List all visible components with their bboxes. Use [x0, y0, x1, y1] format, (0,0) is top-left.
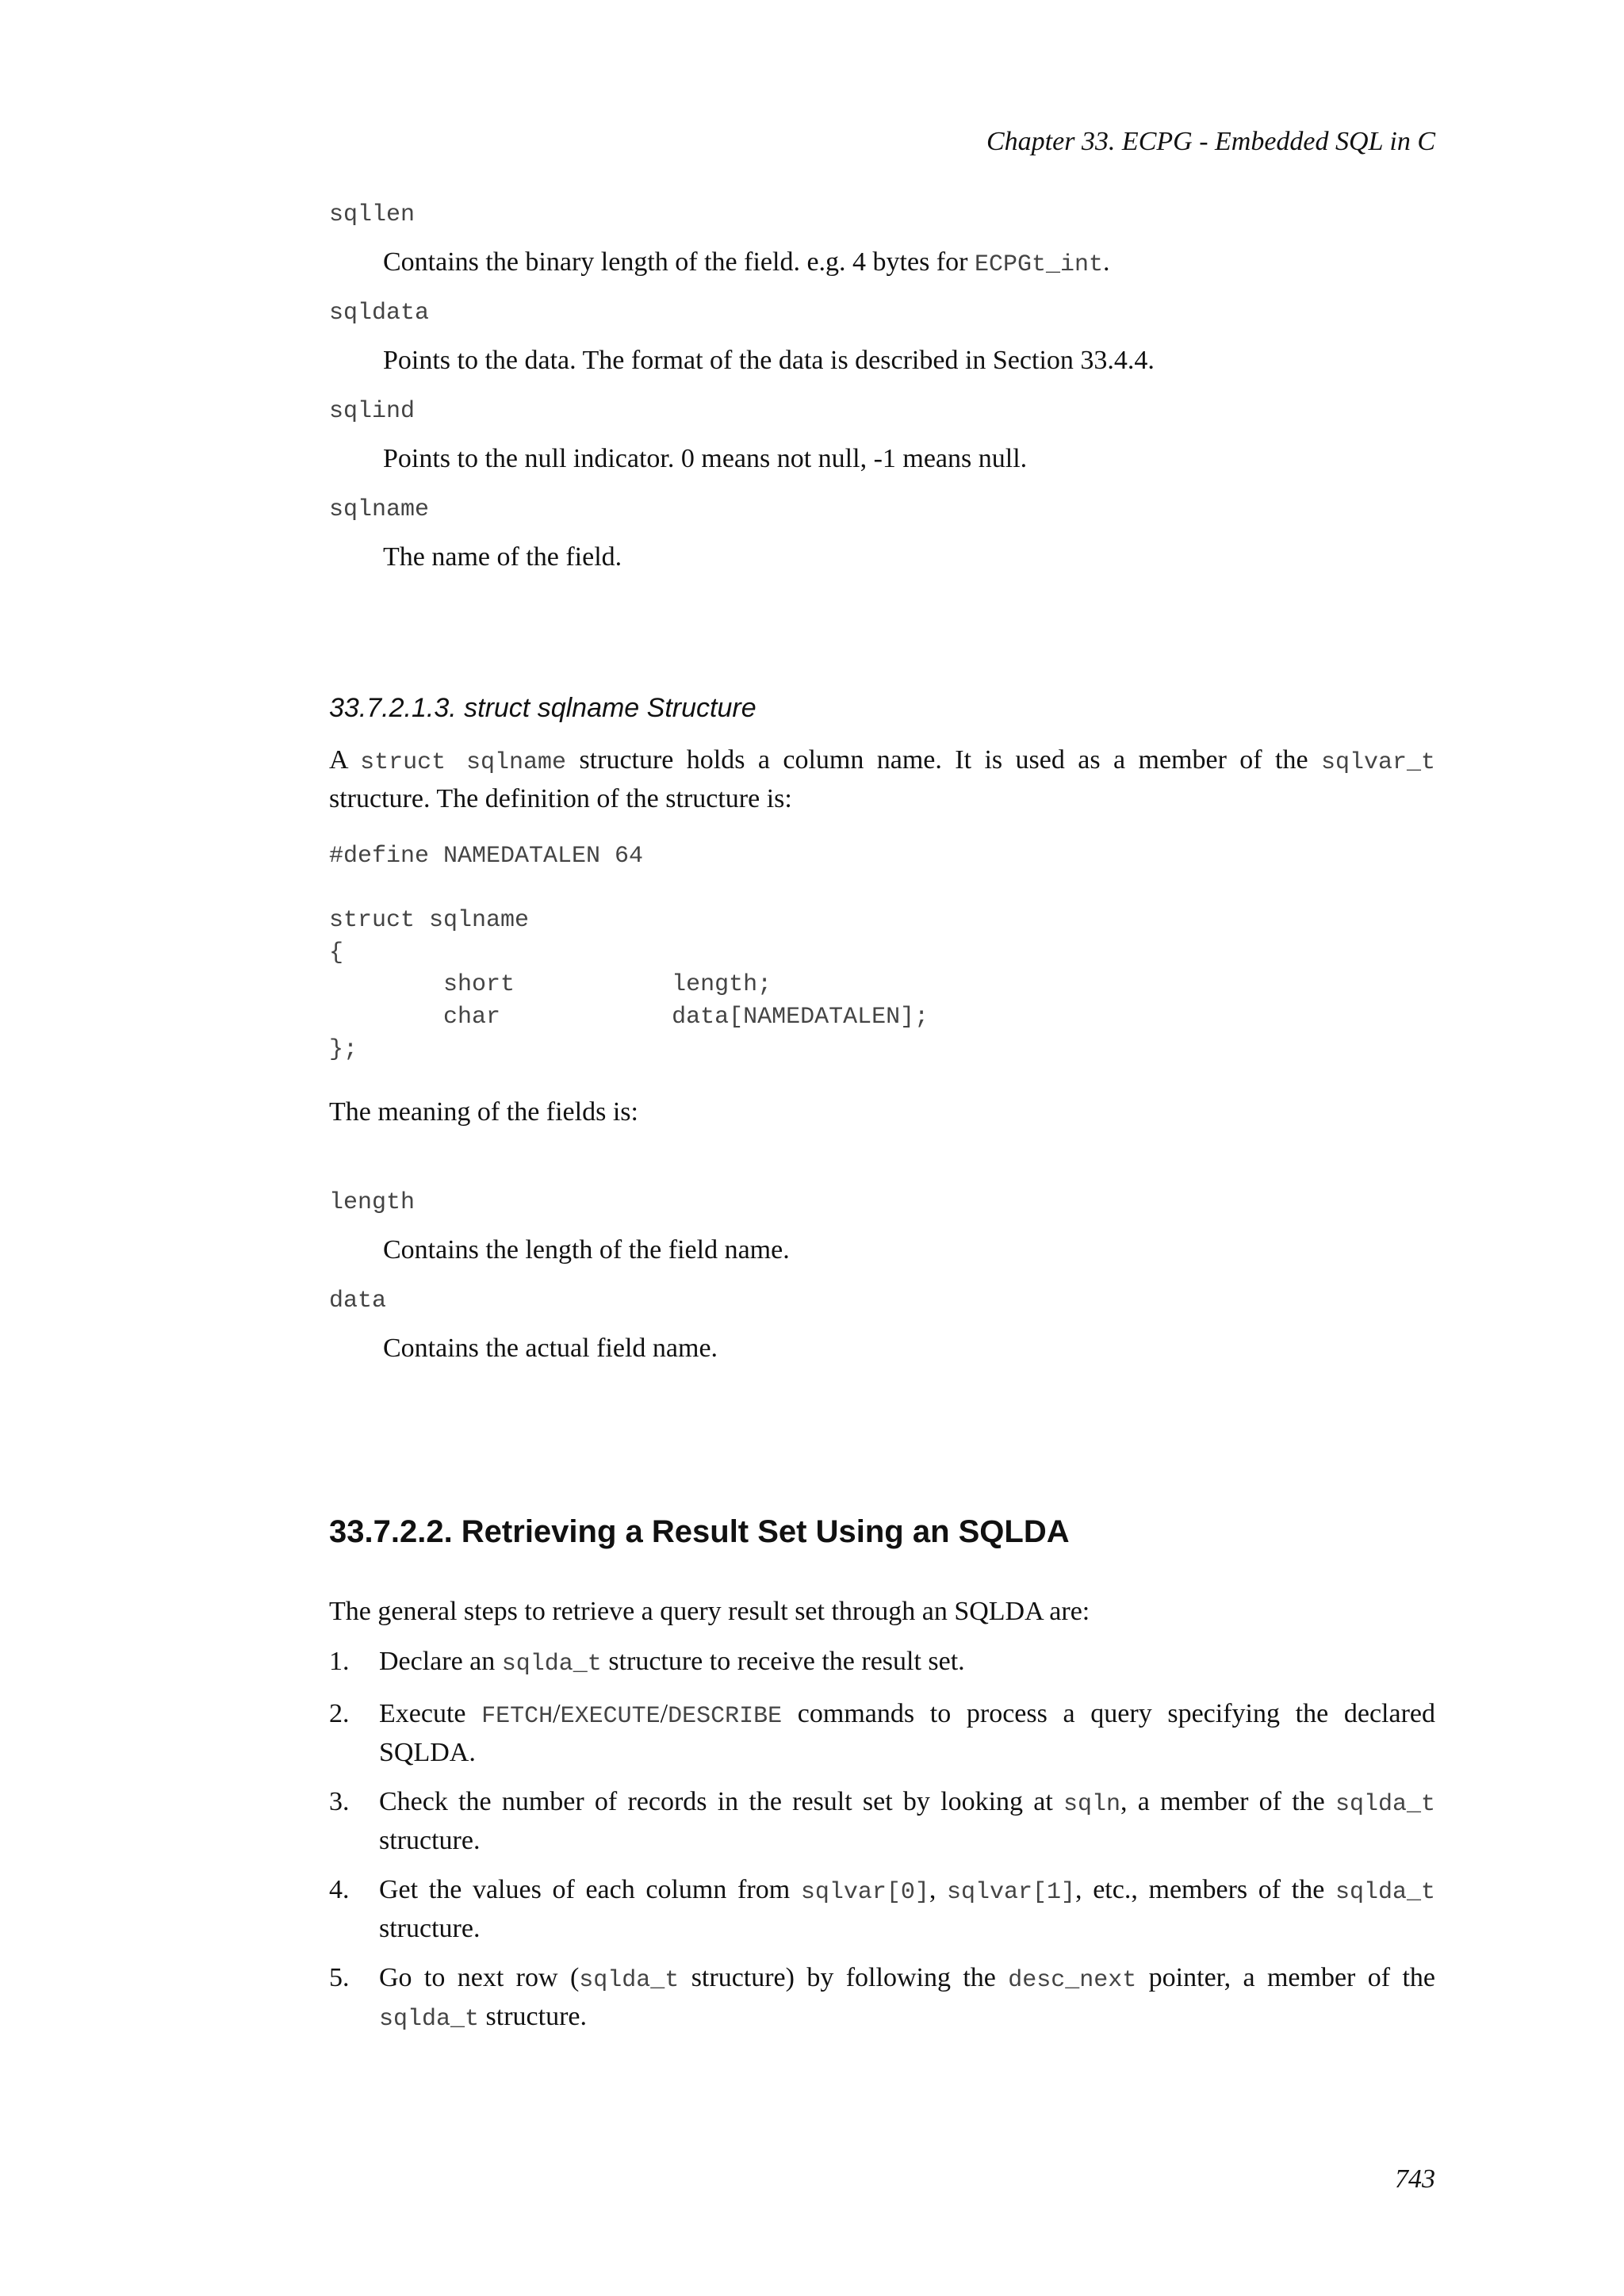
inline-code: struct sqlname [360, 749, 567, 776]
list-item [329, 1960, 1435, 2038]
field-term-sqlname: sqlname [329, 496, 430, 523]
inline-code: sqlvar[0] [800, 1879, 929, 1906]
field-desc-sqlind: Points to the null indicator. 0 means not null, -1 means null. [383, 444, 1028, 473]
page-number: 743 [1395, 2164, 1435, 2194]
step-text: , etc., members of the [1075, 1875, 1335, 1904]
inline-code: sqlda_t [1335, 1879, 1436, 1906]
inline-code: sqlda_t [579, 1967, 680, 1994]
list-item [329, 1872, 1435, 1946]
fields-meaning-text: The meaning of the fields is: [329, 1097, 638, 1127]
subsection-heading: 33.7.2.1.3. struct sqlname Structure [329, 693, 756, 723]
field-desc-length: Contains the length of the field name. [383, 1235, 790, 1265]
inline-code: ECPGt_int [974, 251, 1103, 278]
step-text: Execute [379, 1699, 482, 1728]
field-term-sqlind: sqlind [329, 398, 416, 425]
code-block: #define NAMEDATALEN 64 struct sqlname { short length; char data[NAMEDATALEN]; }; [329, 843, 929, 1063]
field-desc-sqlname: The name of the field. [383, 542, 622, 572]
field-term-sqldata: sqldata [329, 300, 430, 327]
list-number: 2. [329, 1699, 350, 1728]
list-number: 4. [329, 1875, 350, 1904]
desc-text: . [1102, 247, 1110, 277]
subsection-intro [329, 742, 1435, 817]
inline-code: sqlda_t [501, 1651, 602, 1678]
field-desc-data: Contains the actual field name. [383, 1334, 718, 1363]
step-text: Get the values of each column from [379, 1875, 801, 1904]
inline-code: sqln [1063, 1791, 1121, 1818]
step-text: structure) by following the [679, 1963, 1009, 1992]
list-item [329, 1644, 1435, 1682]
intro-text: structure holds a column name. It is used as a member of the [566, 745, 1321, 775]
list-item [329, 1696, 1435, 1770]
inline-code: FETCH [481, 1703, 553, 1730]
step-text: , [929, 1875, 948, 1904]
step-text: structure to receive the result set. [601, 1647, 965, 1676]
intro-text: A [329, 745, 361, 775]
inline-code: sqlda_t [1335, 1791, 1435, 1818]
step-text: structure. [479, 2002, 587, 2031]
inline-code: sqlda_t [379, 2006, 480, 2033]
step-text: / [553, 1699, 561, 1728]
inline-code: sqlvar_t [1320, 749, 1435, 776]
step-text: pointer, a member of the [1136, 1963, 1436, 1992]
list-number: 5. [329, 1963, 350, 1992]
step-text: / [660, 1699, 668, 1728]
intro-text: structure. The definition of the structure is: [329, 784, 792, 813]
list-number: 1. [329, 1647, 350, 1676]
desc-text: Contains the binary length of the field. e.g. 4 bytes for [383, 247, 975, 277]
step-text: Declare an [379, 1647, 502, 1676]
field-desc-sqllen [383, 247, 1109, 278]
field-desc-sqldata: Points to the data. The format of the data is described in Section 33.4.4. [383, 346, 1155, 375]
inline-code: sqlvar[1] [947, 1879, 1076, 1906]
list-item [329, 1784, 1435, 1858]
section-intro: The general steps to retrieve a query result set through an SQLDA are: [329, 1597, 1090, 1626]
step-text: Go to next row ( [379, 1963, 580, 1992]
inline-code: EXECUTE [560, 1703, 661, 1730]
steps-list [329, 1644, 1435, 2051]
running-header: Chapter 33. ECPG - Embedded SQL in C [986, 127, 1435, 156]
step-text: structure. [379, 1914, 481, 1943]
list-number: 3. [329, 1787, 350, 1816]
inline-code: desc_next [1008, 1967, 1137, 1994]
section-heading: 33.7.2.2. Retrieving a Result Set Using an SQLDA [329, 1514, 1070, 1549]
field-term-sqllen: sqllen [329, 201, 416, 228]
field-term-data: data [329, 1288, 387, 1314]
inline-code: DESCRIBE [668, 1703, 783, 1730]
field-term-length: length [329, 1189, 416, 1216]
step-text: commands to process a query specifying the declared SQLDA. [379, 1699, 1435, 1767]
step-text: , a member of the [1120, 1787, 1335, 1816]
step-text: structure. [379, 1826, 481, 1855]
step-text: Check the number of records in the result set by looking at [379, 1787, 1063, 1816]
